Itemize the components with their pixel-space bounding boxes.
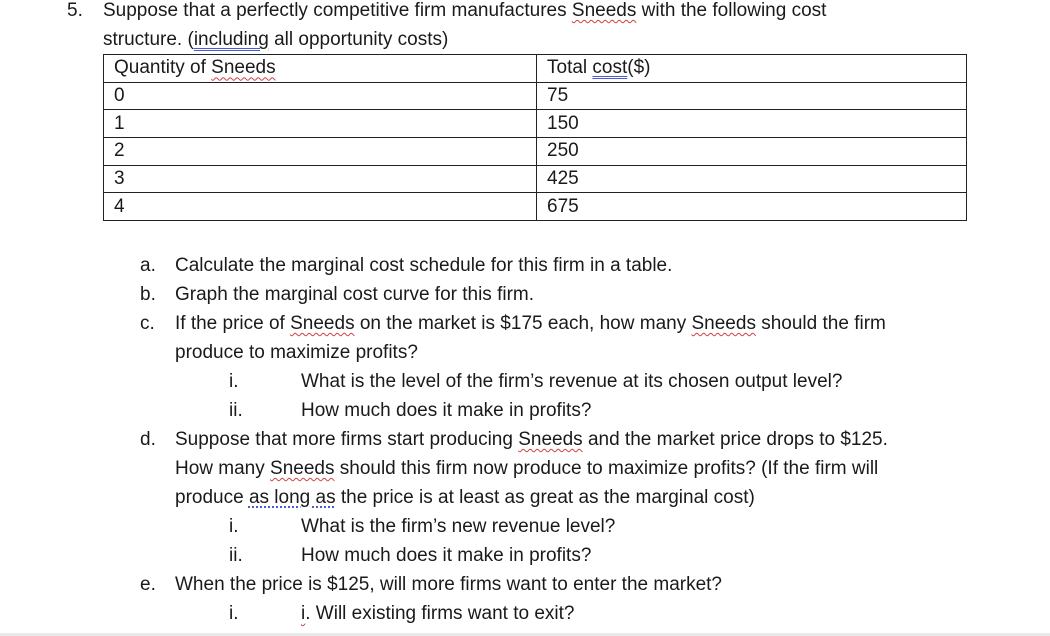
header-text: Total xyxy=(547,57,593,79)
part-c-text: should the firm xyxy=(755,313,886,334)
table-row xyxy=(104,110,967,138)
cell-quantity: 0 xyxy=(104,82,537,110)
part-c-text: If the price of xyxy=(175,313,291,334)
cell-cost: 250 xyxy=(537,138,967,166)
grammar-flagged-word[interactable]: cost xyxy=(592,57,628,79)
intro-text: all opportunity costs) xyxy=(268,29,449,50)
part-c-ii-text: How much does it make in profits? xyxy=(301,400,592,421)
part-e-text: When the price is $125, will more firms want to enter the market? xyxy=(175,574,723,595)
intro-text: Suppose that a perfectly competitive firm manufactures xyxy=(103,0,572,21)
part-a-text: Calculate the marginal cost schedule for this firm in a table. xyxy=(175,255,673,276)
spell-flagged-word[interactable]: Sneeds xyxy=(518,429,583,450)
part-b-marker: b. xyxy=(140,284,156,305)
part-e-text: . Will existing firms want to exit? xyxy=(305,603,575,624)
part-d-line3 xyxy=(175,487,755,509)
part-d-i-marker: i. xyxy=(229,516,239,537)
cell-quantity: 2 xyxy=(104,138,537,166)
table-row xyxy=(104,193,967,221)
spell-flagged-word[interactable]: i xyxy=(301,603,306,624)
part-d-text: Suppose that more firms start producing xyxy=(175,429,519,450)
spell-flagged-word[interactable]: Sneeds xyxy=(290,313,355,334)
cost-table xyxy=(103,54,967,221)
part-d-line2 xyxy=(175,458,878,480)
cell-quantity: 4 xyxy=(104,193,537,221)
part-e-i-marker: i. xyxy=(229,603,239,624)
part-d-text: produce xyxy=(175,487,249,508)
part-c-marker: c. xyxy=(140,313,155,334)
part-e-i-text xyxy=(301,603,574,625)
cell-cost: 150 xyxy=(537,110,967,138)
table-header-row xyxy=(104,55,967,83)
spell-flagged-word[interactable]: Sneeds xyxy=(211,57,276,79)
header-total-cost xyxy=(537,55,967,83)
part-b-text: Graph the marginal cost curve for this firm. xyxy=(175,284,535,305)
part-c-line1 xyxy=(175,313,886,335)
part-d-marker: d. xyxy=(140,429,156,450)
intro-text: structure. ( xyxy=(103,29,194,50)
cell-cost: 425 xyxy=(537,165,967,193)
spell-flagged-word[interactable]: Sneeds xyxy=(571,0,637,21)
table-row xyxy=(104,165,967,193)
cell-quantity: 1 xyxy=(104,110,537,138)
part-d-text: the price is at least as great as the marginal cost) xyxy=(335,487,755,508)
part-d-line1 xyxy=(175,429,888,451)
part-d-text: How many xyxy=(175,458,271,479)
part-d-ii-marker: ii. xyxy=(229,545,243,566)
header-quantity xyxy=(104,55,537,83)
part-c-ii-marker: ii. xyxy=(229,400,243,421)
question-number: 5. xyxy=(67,0,83,21)
part-c-text: on the market is $175 each, how many xyxy=(354,313,692,334)
cell-cost: 75 xyxy=(537,82,967,110)
grammar-flagged-word[interactable]: including xyxy=(193,29,269,50)
spell-flagged-word[interactable]: Sneeds xyxy=(691,313,756,334)
question-intro-line2 xyxy=(103,29,448,51)
header-text: Quantity of xyxy=(114,57,212,79)
part-c-i-marker: i. xyxy=(229,371,239,392)
table-row xyxy=(104,138,967,166)
part-c-line2: produce to maximize profits? xyxy=(175,342,418,363)
grammar-flagged-phrase[interactable]: as long as xyxy=(248,487,336,508)
part-a-marker: a. xyxy=(140,255,156,276)
header-text: ($) xyxy=(627,57,651,79)
spell-flagged-word[interactable]: Sneeds xyxy=(270,458,335,479)
part-d-ii-text: How much does it make in profits? xyxy=(301,545,592,566)
part-d-i-text: What is the firm’s new revenue level? xyxy=(301,516,616,537)
part-d-text: and the market price drops to $125. xyxy=(582,429,888,450)
part-d-text: should this firm now produce to maximize profits? (If the firm will xyxy=(334,458,879,479)
part-c-i-text: What is the level of the firm’s revenue at its chosen output level? xyxy=(301,371,843,392)
cell-cost: 675 xyxy=(537,193,967,221)
table-row xyxy=(104,82,967,110)
cell-quantity: 3 xyxy=(104,165,537,193)
intro-text: with the following cost xyxy=(636,0,827,21)
part-e-marker: e. xyxy=(140,574,156,595)
question-intro-line1 xyxy=(103,0,826,22)
